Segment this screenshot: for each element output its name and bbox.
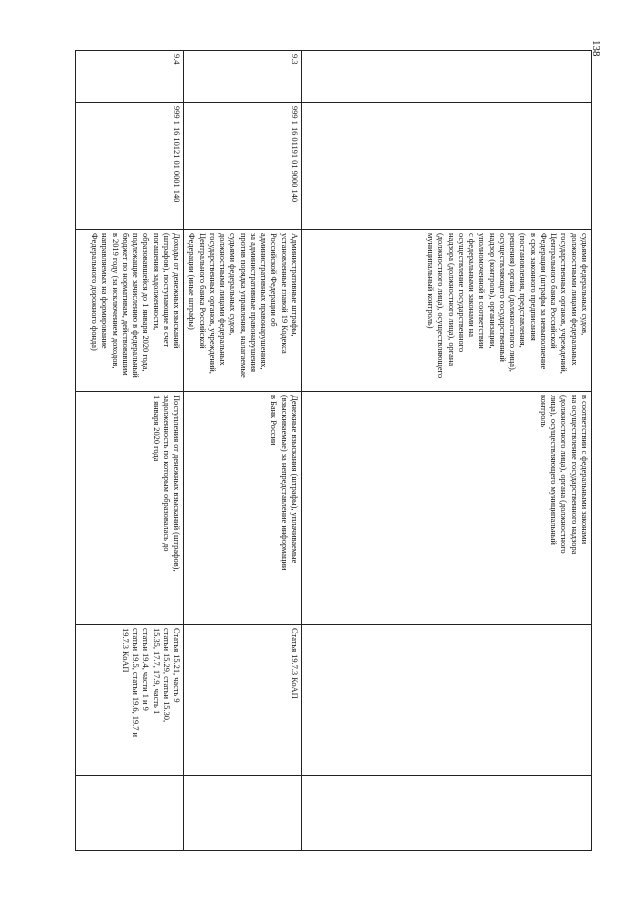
page-number: 138 [590, 40, 602, 57]
income-name-cell: Доходы от денежных взысканий (штрафов), поступающие в счет погашения задолженности, образовавшейся до 1 января 2020 года, подлежащие зачислению в федеральный бюджет по нормативам, действовавшим в 2019 году (за исключением доходов, направляемых на формирование Федерального дорожного фонда) [76, 230, 184, 392]
legal-basis-cell: Статья 19.7.3 КоАП [184, 625, 302, 776]
income-name-cell: судьями федеральных судов, должностными лицами федеральных государственных органов, учреждений, Центрального банка Российской Федерации (штрафы за невыполнение в срок законного предписания (постановления, представления, решения) органа (должностного лица), осуществляющего государственный надзор (контроль), организации, уполномоченной в соответствии с федеральными законами на осуществление государственного надзора (должностного лица), органа (должностного лица), осуществляющего муниципальный контроль) [302, 230, 592, 392]
income-name-cell: Административные штрафы, установленные главой 19 Кодекса Российской Федерации об административных правонарушениях, за административные правонарушения против порядка управления, налагаемые судьями федеральных судов, должностными лицами федеральных государственных органов, учреждений, Центрального банка Российской Федерации (иные штрафы) [184, 230, 302, 392]
extra-cell [302, 776, 592, 851]
table-row [302, 51, 592, 851]
budget-code-cell: 999 1 16 10121 01 0001 140 [76, 103, 184, 230]
table-row [76, 51, 184, 851]
description-cell: в соответствии с федеральными законами на осуществление государственного надзора (должностного лица), органа (должностного лица), осуществляющего муниципальный контроль [302, 392, 592, 625]
row-number-cell: 9.4 [76, 51, 184, 103]
budget-code-cell [302, 103, 592, 230]
extra-cell [184, 776, 302, 851]
row-number-cell [302, 51, 592, 103]
table-row [184, 51, 302, 851]
description-cell: Денежные взыскания (штрафы), уплачиваемые (взыскиваемые) за непредставление информации в Банк России [184, 392, 302, 625]
rotated-table-container [82, 50, 592, 850]
budget-code-cell: 999 1 16 01191 01 9000 140 [184, 103, 302, 230]
extra-cell [76, 776, 184, 851]
row-number-cell: 9.3 [184, 51, 302, 103]
legal-basis-cell: Статья 15.21, часть 9 статьи 15.29, статьи 15.30, 15.35, 17.7, 17.9, часть 1 статьи 19.4, части 1 и 9 статьи 19.5, статьи 19.6, 19.7 и 19.7.3 КоАП [76, 625, 184, 776]
revenue-classification-table [75, 50, 592, 851]
description-cell: Поступления от денежных взысканий (штрафов), задолженность по которым образовалась до 1 января 2020 года [76, 392, 184, 625]
legal-basis-cell [302, 625, 592, 776]
